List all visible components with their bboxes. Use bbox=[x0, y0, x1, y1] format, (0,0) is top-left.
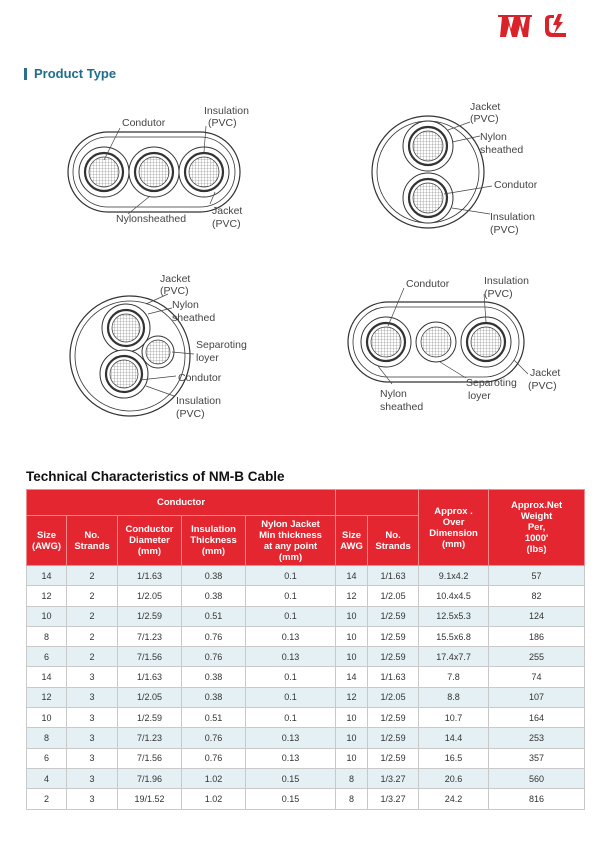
cell-insulation-thickness: 0.76 bbox=[182, 748, 246, 768]
cell-size-awg: 6 bbox=[27, 647, 67, 667]
section-title bbox=[24, 66, 116, 81]
d2-label-jacket-1: Jacket bbox=[470, 101, 501, 113]
table-row bbox=[27, 708, 585, 728]
d1-label-nylon: Nylonsheathed bbox=[116, 213, 187, 225]
d4-label-separating-2: loyer bbox=[468, 390, 491, 402]
cell-insulation-thickness: 0.76 bbox=[182, 626, 246, 646]
cell-no-strands-2: 1/2.59 bbox=[368, 708, 419, 728]
cell-approx-dimension: 20.6 bbox=[419, 768, 489, 788]
cell-approx-dimension: 7.8 bbox=[419, 667, 489, 687]
cell-approx-dimension: 8.8 bbox=[419, 687, 489, 707]
cell-conductor-diameter: 1/2.59 bbox=[118, 606, 182, 626]
diagram-round-3 bbox=[70, 273, 247, 420]
cell-approx-dimension: 12.5x5.3 bbox=[419, 606, 489, 626]
header-nylon-jacket: Nylon Jacket Min thickness at any point (mm) bbox=[246, 516, 336, 566]
header-conductor-diameter: Conductor Diameter (mm) bbox=[118, 516, 182, 566]
cell-conductor-diameter: 7/1.23 bbox=[118, 626, 182, 646]
cell-no-strands: 2 bbox=[67, 626, 118, 646]
cell-no-strands-2: 1/2.59 bbox=[368, 748, 419, 768]
d3-label-insulation-2: (PVC) bbox=[176, 408, 205, 420]
cell-nylon-jacket: 0.1 bbox=[246, 566, 336, 586]
cell-size-2: 10 bbox=[336, 626, 368, 646]
cell-nylon-jacket: 0.1 bbox=[246, 687, 336, 707]
cell-no-strands-2: 1/2.59 bbox=[368, 626, 419, 646]
cell-insulation-thickness: 1.02 bbox=[182, 768, 246, 788]
cell-approx-dimension: 17.4x7.7 bbox=[419, 647, 489, 667]
d4-label-insulation-2: (PVC) bbox=[484, 288, 513, 300]
header-logos bbox=[498, 12, 570, 40]
table-row bbox=[27, 789, 585, 809]
d2-label-nylon-2: sheathed bbox=[480, 144, 524, 156]
cell-no-strands-2: 1/2.59 bbox=[368, 647, 419, 667]
cell-conductor-diameter: 19/1.52 bbox=[118, 789, 182, 809]
table-row bbox=[27, 728, 585, 748]
d4-label-jacket-1: Jacket bbox=[530, 367, 561, 379]
d4-label-insulation-1: Insulation bbox=[484, 275, 529, 287]
cell-size-2: 10 bbox=[336, 748, 368, 768]
cell-no-strands-2: 1/1.63 bbox=[368, 667, 419, 687]
diagram-round-2 bbox=[372, 101, 538, 236]
cell-insulation-thickness: 0.38 bbox=[182, 566, 246, 586]
d1-label-conductor: Condutor bbox=[122, 117, 166, 129]
cell-size-2: 10 bbox=[336, 647, 368, 667]
cell-no-strands: 3 bbox=[67, 728, 118, 748]
cell-no-strands: 3 bbox=[67, 768, 118, 788]
table-row bbox=[27, 667, 585, 687]
d4-label-separating-1: Separoting bbox=[466, 377, 517, 389]
cell-net-weight: 74 bbox=[489, 667, 585, 687]
cell-net-weight: 253 bbox=[489, 728, 585, 748]
cell-nylon-jacket: 0.13 bbox=[246, 647, 336, 667]
diagram-flat-3 bbox=[68, 105, 249, 230]
d1-label-insulation-2: (PVC) bbox=[208, 117, 237, 129]
spec-table-body bbox=[27, 566, 585, 810]
cell-no-strands-2: 1/2.05 bbox=[368, 687, 419, 707]
table-row bbox=[27, 586, 585, 606]
cell-net-weight: 816 bbox=[489, 789, 585, 809]
cell-net-weight: 124 bbox=[489, 606, 585, 626]
cell-nylon-jacket: 0.13 bbox=[246, 748, 336, 768]
d2-label-conductor: Condutor bbox=[494, 179, 538, 191]
cell-conductor-diameter: 1/2.05 bbox=[118, 687, 182, 707]
cell-net-weight: 107 bbox=[489, 687, 585, 707]
cell-net-weight: 164 bbox=[489, 708, 585, 728]
d3-label-nylon-1: Nylon bbox=[172, 299, 199, 311]
cell-size-2: 12 bbox=[336, 687, 368, 707]
cell-insulation-thickness: 0.76 bbox=[182, 728, 246, 748]
d3-label-nylon-2: sheathed bbox=[172, 312, 216, 324]
d4-label-conductor: Condutor bbox=[406, 278, 450, 290]
d3-label-insulation-1: Insulation bbox=[176, 395, 221, 407]
cell-no-strands-2: 1/2.59 bbox=[368, 728, 419, 748]
d2-label-nylon-1: Nylon bbox=[480, 131, 507, 143]
cell-nylon-jacket: 0.13 bbox=[246, 728, 336, 748]
cell-insulation-thickness: 0.51 bbox=[182, 606, 246, 626]
cell-conductor-diameter: 7/1.23 bbox=[118, 728, 182, 748]
d3-label-jacket-1: Jacket bbox=[160, 273, 191, 285]
title-bar-decoration bbox=[24, 68, 27, 80]
cell-size-2: 10 bbox=[336, 728, 368, 748]
cell-no-strands: 3 bbox=[67, 687, 118, 707]
cell-insulation-thickness: 0.38 bbox=[182, 667, 246, 687]
header-approx-dimension: Approx . Over Dimension (mm) bbox=[419, 490, 489, 566]
cell-no-strands-2: 1/1.63 bbox=[368, 566, 419, 586]
cell-size-awg: 14 bbox=[27, 667, 67, 687]
cell-no-strands: 2 bbox=[67, 606, 118, 626]
cell-size-awg: 8 bbox=[27, 626, 67, 646]
cell-conductor-diameter: 7/1.56 bbox=[118, 748, 182, 768]
cell-size-awg: 14 bbox=[27, 566, 67, 586]
header-size-2: Size AWG bbox=[336, 516, 368, 566]
d3-label-separating-2: loyer bbox=[196, 352, 219, 364]
cell-size-awg: 8 bbox=[27, 728, 67, 748]
table-title: Technical Characteristics of NM-B Cable bbox=[26, 469, 285, 484]
cell-nylon-jacket: 0.1 bbox=[246, 606, 336, 626]
cell-approx-dimension: 10.7 bbox=[419, 708, 489, 728]
cell-approx-dimension: 15.5x6.8 bbox=[419, 626, 489, 646]
d3-label-conductor: Condutor bbox=[178, 372, 222, 384]
header-no-strands-2: No. Strands bbox=[368, 516, 419, 566]
cell-approx-dimension: 9.1x4.2 bbox=[419, 566, 489, 586]
cell-net-weight: 57 bbox=[489, 566, 585, 586]
d1-label-insulation-1: Insulation bbox=[204, 105, 249, 117]
table-row bbox=[27, 626, 585, 646]
cell-nylon-jacket: 0.15 bbox=[246, 789, 336, 809]
table-row bbox=[27, 748, 585, 768]
header-empty-group bbox=[336, 490, 419, 516]
cell-size-2: 14 bbox=[336, 566, 368, 586]
d1-label-jacket-1: Jacket bbox=[212, 205, 243, 217]
d3-label-jacket-2: (PVC) bbox=[160, 285, 189, 297]
cell-conductor-diameter: 1/2.59 bbox=[118, 708, 182, 728]
cell-net-weight: 255 bbox=[489, 647, 585, 667]
cell-net-weight: 357 bbox=[489, 748, 585, 768]
cell-size-2: 14 bbox=[336, 667, 368, 687]
cell-size-2: 8 bbox=[336, 768, 368, 788]
header-conductor-group: Conductor bbox=[27, 490, 336, 516]
table-row bbox=[27, 647, 585, 667]
d3-label-separating-1: Separoting bbox=[196, 339, 247, 351]
cell-no-strands: 3 bbox=[67, 667, 118, 687]
cell-no-strands: 2 bbox=[67, 566, 118, 586]
d2-label-jacket-2: (PVC) bbox=[470, 113, 499, 125]
cell-size-2: 10 bbox=[336, 606, 368, 626]
cell-no-strands: 3 bbox=[67, 748, 118, 768]
d1-label-jacket-2: (PVC) bbox=[212, 218, 241, 230]
cell-no-strands-2: 1/3.27 bbox=[368, 768, 419, 788]
header-insulation-thickness: Insulation Thickness (mm) bbox=[182, 516, 246, 566]
brand-logo-red bbox=[498, 13, 532, 39]
cell-nylon-jacket: 0.1 bbox=[246, 586, 336, 606]
product-type-diagrams bbox=[0, 90, 608, 450]
cell-conductor-diameter: 1/2.05 bbox=[118, 586, 182, 606]
header-net-weight: Approx.Net Weight Per, 1000' (lbs) bbox=[489, 490, 585, 566]
header-size-awg: Size (AWG) bbox=[27, 516, 67, 566]
cell-net-weight: 186 bbox=[489, 626, 585, 646]
d4-label-jacket-2: (PVC) bbox=[528, 380, 557, 392]
cell-size-awg: 6 bbox=[27, 748, 67, 768]
cell-approx-dimension: 14.4 bbox=[419, 728, 489, 748]
cell-size-awg: 2 bbox=[27, 789, 67, 809]
table-row bbox=[27, 566, 585, 586]
table-row bbox=[27, 687, 585, 707]
cell-size-awg: 4 bbox=[27, 768, 67, 788]
cell-no-strands: 2 bbox=[67, 586, 118, 606]
cell-insulation-thickness: 0.38 bbox=[182, 687, 246, 707]
cell-conductor-diameter: 1/1.63 bbox=[118, 667, 182, 687]
cell-conductor-diameter: 7/1.56 bbox=[118, 647, 182, 667]
cell-insulation-thickness: 0.76 bbox=[182, 647, 246, 667]
cell-no-strands-2: 1/3.27 bbox=[368, 789, 419, 809]
cell-no-strands: 3 bbox=[67, 708, 118, 728]
cell-net-weight: 560 bbox=[489, 768, 585, 788]
product-type-title: Product Type bbox=[34, 66, 117, 81]
cell-insulation-thickness: 0.38 bbox=[182, 586, 246, 606]
lightning-logo bbox=[542, 12, 570, 40]
cell-size-awg: 12 bbox=[27, 687, 67, 707]
cell-no-strands-2: 1/2.05 bbox=[368, 586, 419, 606]
cell-insulation-thickness: 0.51 bbox=[182, 708, 246, 728]
cell-nylon-jacket: 0.1 bbox=[246, 708, 336, 728]
cell-conductor-diameter: 7/1.96 bbox=[118, 768, 182, 788]
cell-approx-dimension: 24.2 bbox=[419, 789, 489, 809]
d4-label-nylon-1: Nylon bbox=[380, 388, 407, 400]
cell-no-strands: 2 bbox=[67, 647, 118, 667]
cell-nylon-jacket: 0.15 bbox=[246, 768, 336, 788]
cell-no-strands-2: 1/2.59 bbox=[368, 606, 419, 626]
d4-label-nylon-2: sheathed bbox=[380, 401, 424, 413]
cell-insulation-thickness: 1.02 bbox=[182, 789, 246, 809]
table-row bbox=[27, 768, 585, 788]
header-no-strands: No. Strands bbox=[67, 516, 118, 566]
spec-table bbox=[26, 489, 585, 810]
cell-size-2: 12 bbox=[336, 586, 368, 606]
d2-label-insulation-2: (PVC) bbox=[490, 224, 519, 236]
cell-conductor-diameter: 1/1.63 bbox=[118, 566, 182, 586]
table-row bbox=[27, 606, 585, 626]
cell-net-weight: 82 bbox=[489, 586, 585, 606]
cell-approx-dimension: 16.5 bbox=[419, 748, 489, 768]
cell-no-strands: 3 bbox=[67, 789, 118, 809]
cell-approx-dimension: 10.4x4.5 bbox=[419, 586, 489, 606]
cell-size-2: 10 bbox=[336, 708, 368, 728]
cell-size-awg: 10 bbox=[27, 606, 67, 626]
cell-size-awg: 12 bbox=[27, 586, 67, 606]
cell-size-awg: 10 bbox=[27, 708, 67, 728]
cell-size-2: 8 bbox=[336, 789, 368, 809]
d2-label-insulation-1: Insulation bbox=[490, 211, 535, 223]
diagram-flat-sep bbox=[348, 275, 560, 413]
cell-nylon-jacket: 0.1 bbox=[246, 667, 336, 687]
cell-nylon-jacket: 0.13 bbox=[246, 626, 336, 646]
